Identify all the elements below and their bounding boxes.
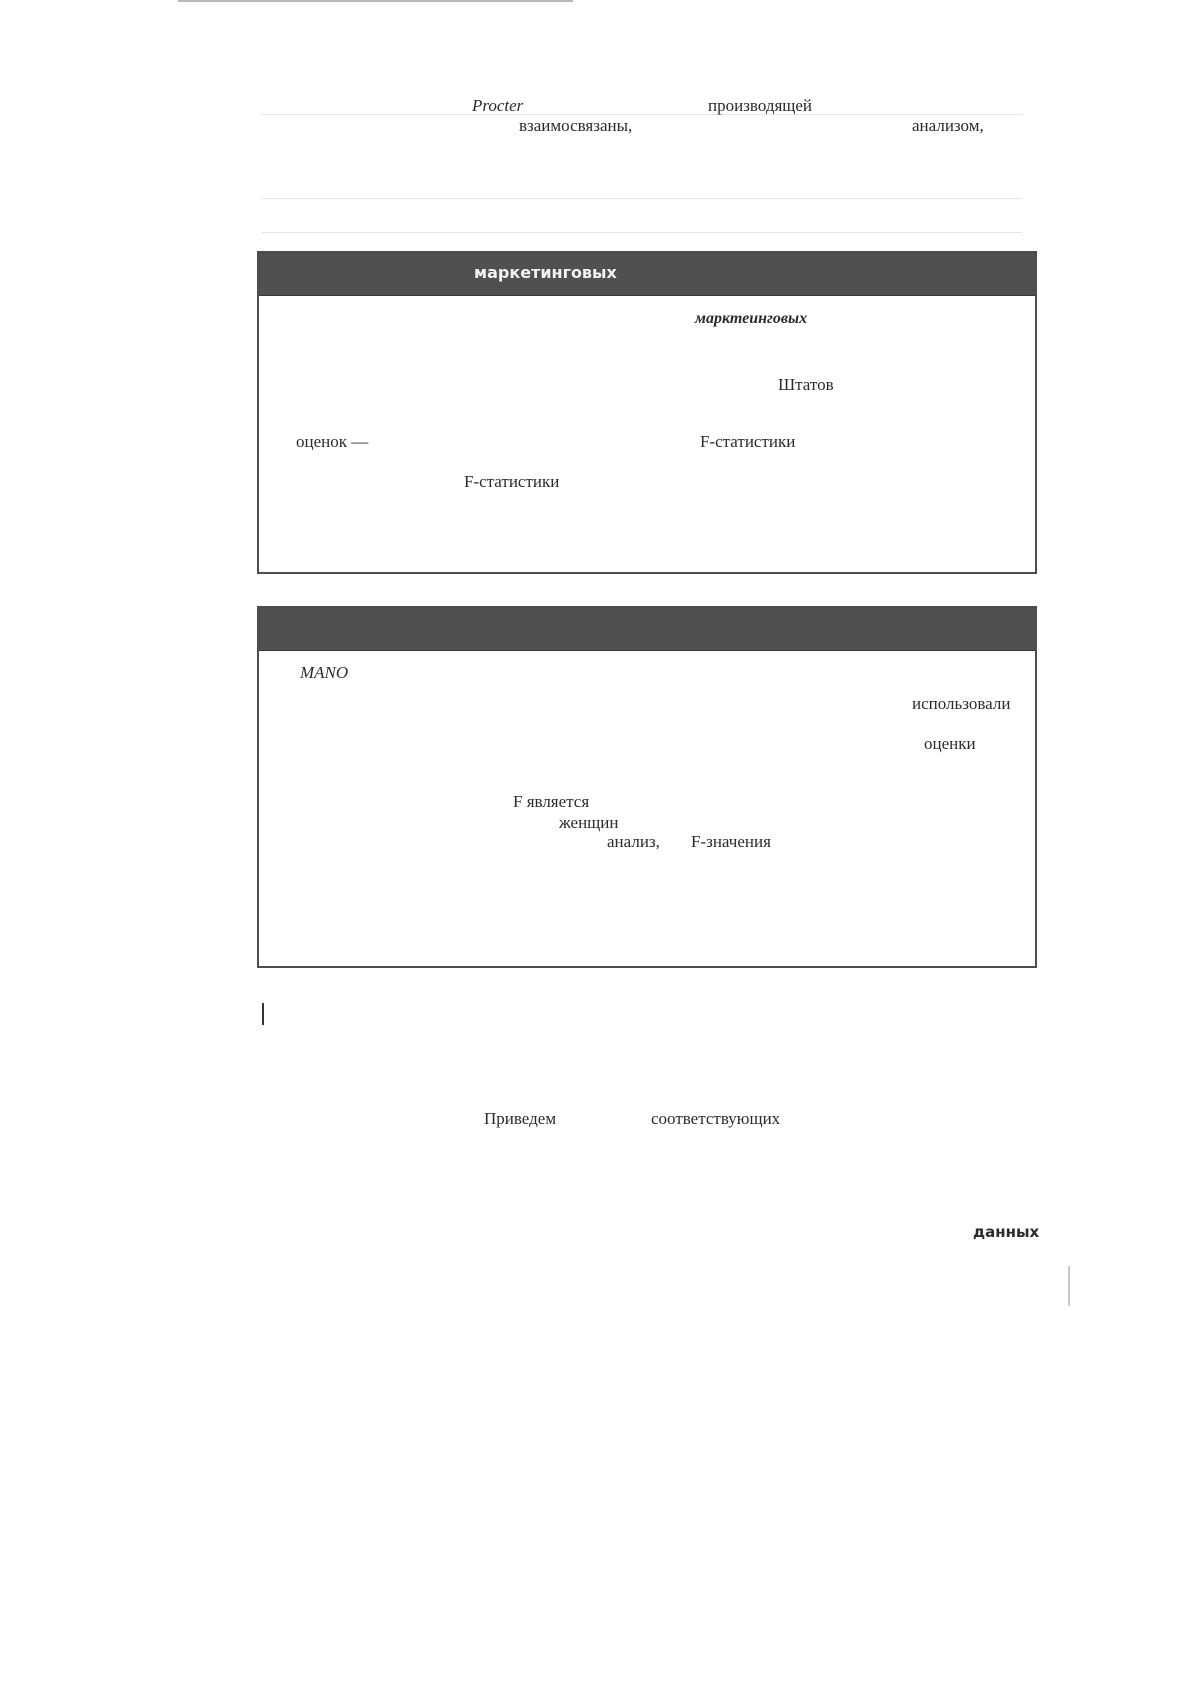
- paragraph-word: соответствующих: [651, 1109, 781, 1128]
- box-word: F-статистики: [700, 432, 796, 451]
- box-word: марктеинговых: [695, 310, 808, 327]
- scan-mark: [1068, 1266, 1070, 1306]
- paragraph-word: Procter: [472, 96, 524, 115]
- scan-line: [262, 114, 1022, 115]
- paragraph-word: анализом,: [912, 116, 984, 135]
- scan-line: [262, 232, 1022, 233]
- box-word: оценок —: [296, 432, 369, 451]
- box-header: [259, 253, 1035, 296]
- paragraph-word: взаимосвязаны,: [519, 116, 633, 135]
- box-word: использовали: [912, 694, 1011, 713]
- box-word: F является: [513, 792, 590, 811]
- sidebar-box-2: [257, 606, 1037, 968]
- scan-line: [262, 198, 1022, 199]
- box-header-title: маркетинговых: [474, 263, 617, 282]
- paragraph-word: Приведем: [484, 1109, 557, 1128]
- top-rule: [178, 0, 573, 2]
- box-word: F-значения: [691, 832, 771, 851]
- section-heading-word: данных: [973, 1223, 1040, 1241]
- box-word: MANO: [300, 663, 349, 682]
- box-header: [259, 608, 1035, 651]
- paragraph-word: производящей: [708, 96, 813, 115]
- box-word: анализ,: [607, 832, 660, 851]
- margin-mark: [262, 1003, 264, 1025]
- box-word: Штатов: [778, 375, 834, 394]
- sidebar-box-1: [257, 251, 1037, 574]
- box-word: F-статистики: [464, 472, 560, 491]
- box-word: оценки: [924, 734, 976, 753]
- box-word: женщин: [559, 813, 619, 832]
